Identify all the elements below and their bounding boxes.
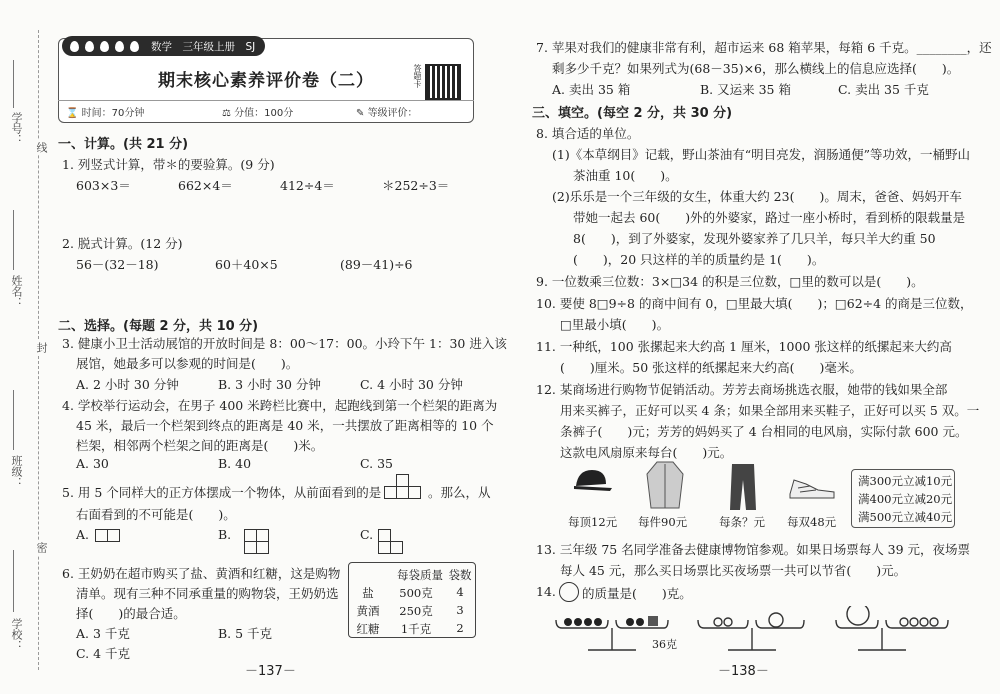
option-a-shape	[107, 529, 120, 542]
q4-line: 栏架，相邻两个栏架之间的距离是( )米。	[76, 438, 324, 453]
seal-seal-char: 封	[35, 342, 48, 353]
q13-line: 13. 三年级 75 名同学准备去健康博物馆参观。如果日场票每人 39 元，夜场票	[536, 542, 971, 557]
q5-line: 5. 用 5 个同样大的正方体摆成一个物体，从前面看到的是	[62, 485, 382, 500]
flame-icon	[85, 41, 94, 52]
q8-2-line: ( )，20 只这样的羊的质量约是 1( )。	[573, 252, 825, 267]
promo-item: 满300元立减10元	[858, 474, 953, 488]
table-row: 黄酒 250克 3	[356, 603, 464, 618]
exam-grade: ✎ 等级评价：	[356, 108, 418, 119]
q5-line: 。那么，从	[428, 485, 491, 500]
q5-option-c[interactable]: C.	[360, 527, 374, 542]
price-cap: 每顶12元	[568, 515, 618, 529]
q3-option-a[interactable]: A. 2 小时 30 分钟	[76, 377, 179, 392]
header-divider	[58, 100, 474, 101]
flame-icon	[115, 41, 124, 52]
student-id-blank[interactable]	[13, 60, 14, 108]
seal-line-char: 线	[35, 142, 48, 153]
q8-text: 8. 填合适的单位。	[536, 126, 640, 141]
qr-code-icon[interactable]	[425, 64, 461, 100]
promo-item: 满500元立减40元	[858, 510, 953, 524]
flame-icon	[70, 41, 79, 52]
q7-line: 剩多少千克？如果列式为(68－35)×6，那么横线上的信息应选择( )。	[552, 61, 960, 76]
qr-label: 答题卡	[413, 64, 422, 88]
q6-option-c[interactable]: C. 4 千克	[76, 646, 130, 661]
exam-title: 期末核心素养评价卷（二）	[158, 71, 374, 91]
promo-box	[851, 469, 955, 528]
option-c-shape	[390, 541, 403, 554]
q1-text: 1. 列竖式计算，带＊的要验算。(9 分)	[62, 157, 275, 172]
q14-num: 14.	[536, 584, 556, 599]
q14-text: 的质量是( )克。	[582, 586, 692, 601]
q8-2-line: 8( )，到了外婆家，发现外婆家养了几只羊，每只羊大约重 50	[573, 231, 936, 246]
q2-item: (89－41)÷6	[340, 257, 413, 272]
name-label: 姓名：	[10, 275, 23, 308]
promo-item: 满400元立减20元	[858, 492, 953, 506]
q6-option-a[interactable]: A. 3 千克	[76, 626, 130, 641]
q5-option-a[interactable]: A.	[76, 527, 90, 542]
binding-margin	[0, 0, 48, 694]
q8-2-line: 带她一起去 60( )外的外婆家，路过一座小桥时，看到桥的限载量是	[573, 210, 966, 225]
coat-icon	[645, 460, 685, 510]
section-calc: 一、计算。(共 21 分)	[58, 137, 189, 152]
class-blank[interactable]	[13, 390, 14, 450]
q5-line: 右面看到的不可能是( )。	[76, 507, 236, 522]
q7-option-b[interactable]: B. 又运来 35 箱	[700, 82, 791, 97]
price-shoes: 每双48元	[787, 515, 837, 529]
q8-2-line: (2)乐乐是一个三年级的女生，体重大约 23( )。周末，爸爸、妈妈开车	[552, 189, 962, 204]
pants-icon	[728, 462, 758, 512]
q8-1-line: (1)《本草纲目》记载，野山茶油有“明目亮发，润肠通便”等功效，一桶野山	[552, 147, 970, 162]
class-label: 班级：	[10, 455, 23, 488]
q7-option-a[interactable]: A. 卖出 35 箱	[552, 82, 631, 97]
q6-line: 清单。现有三种不同承重量的购物袋，王奶奶选	[76, 586, 339, 601]
q3-line: 3. 健康小卫士活动展馆的开放时间是 8：00～17：00。小玲下午 1：30 进入该	[62, 336, 507, 351]
section-choice: 二、选择。(每题 2 分，共 10 分)	[58, 319, 259, 334]
exam-score: ⚖ 分值：100分	[222, 108, 294, 119]
q12-line: 这款电风扇原来每台( )元。	[560, 445, 733, 460]
page-number-right: －138－	[718, 664, 769, 679]
q13-line: 每人 45 元，那么买日场票比买夜场票一共可以节省( )元。	[560, 563, 907, 578]
table-row: 红糖 1千克 2	[356, 621, 464, 636]
shopping-list-table	[348, 562, 476, 638]
q3-line: 展馆，她最多可以参观的时间是( )。	[76, 356, 299, 371]
q11-line: ( )厘米。50 张这样的纸摞起来大约高( )毫米。	[560, 360, 862, 375]
grade-tag-text: 数学 三年级上册 SJ	[151, 40, 256, 53]
q1-item: 662×4＝	[178, 178, 233, 193]
q3-option-b[interactable]: B. 3 小时 30 分钟	[218, 377, 321, 392]
grade-tag-bar	[62, 36, 265, 56]
school-blank[interactable]	[13, 550, 14, 612]
q9-text: 9. 一位数乘三位数：3×□34 的积是三位数，□里的数可以是( )。	[536, 274, 924, 289]
front-view-shape	[396, 474, 409, 487]
school-label: 学校：	[10, 618, 23, 651]
q4-option-b[interactable]: B. 40	[218, 456, 252, 471]
q1-item: 412÷4＝	[280, 178, 335, 193]
page-number-left: －137－	[245, 664, 296, 679]
q7-option-c[interactable]: C. 卖出 35 千克	[838, 82, 929, 97]
price-pants: 每条？元	[719, 515, 765, 529]
flame-icon	[100, 41, 109, 52]
q4-line: 4. 学校举行运动会，在男子 400 米跨栏比赛中，起跑线到第一个栏架的距离为	[62, 398, 498, 413]
q6-line: 择( )的最合适。	[76, 606, 186, 621]
balance-scales	[548, 606, 958, 658]
exam-time: ⌛ 时间：70分钟	[66, 108, 145, 119]
q6-line: 6. 王奶奶在超市购买了盐、黄酒和红糖，这是购物	[62, 566, 341, 581]
section-fill: 三、填空。(每空 2 分，共 30 分)	[532, 106, 733, 121]
option-b-shape	[256, 541, 269, 554]
q12-line: 条裤子( )元；芳芳的妈妈买了 4 台相同的电风扇，实际付款 600 元。	[560, 424, 968, 439]
table-row: 盐 500克 4	[362, 585, 464, 600]
q2-item: 60＋40×5	[215, 257, 278, 272]
seal-secret-char: 密	[35, 542, 48, 553]
student-id-label: 学号：	[10, 112, 23, 145]
shoes-icon	[788, 472, 838, 502]
q2-text: 2. 脱式计算。(12 分)	[62, 236, 183, 251]
table-header: 每袋质量	[397, 568, 443, 582]
cap-icon	[570, 466, 614, 494]
q10-line: 10. 要使 8□9÷8 的商中间有 0，□里最大填( )；□62÷4 的商是三位数，	[536, 296, 973, 311]
q3-option-c[interactable]: C. 4 小时 30 分钟	[360, 377, 463, 392]
q2-item: 56－(32－18)	[76, 257, 159, 272]
option-b-shape	[244, 541, 257, 554]
q8-1-line: 茶油重 10( )。	[573, 168, 678, 183]
q4-line: 45 米，最后一个栏架到终点的距离是 40 米，一共摆放了距离相等的 10 个	[76, 418, 494, 433]
front-view-shape	[408, 486, 421, 499]
q10-line: □里最小填( )。	[560, 317, 670, 332]
q1-item: ＊252÷3＝	[382, 178, 450, 193]
price-coat: 每件90元	[638, 515, 688, 529]
table-header: 袋数	[448, 568, 472, 582]
q12-line: 12. 某商场进行购物节促销活动。芳芳去商场挑选衣服，她带的钱如果全部	[536, 382, 948, 397]
q11-line: 11. 一种纸，100 张摞起来大约高 1 厘米，1000 张这样的纸摞起来大约高	[536, 339, 952, 354]
flame-icon	[130, 41, 139, 52]
q4-option-c[interactable]: C. 35	[360, 456, 393, 471]
q5-option-b[interactable]: B.	[218, 527, 232, 542]
q7-line: 7. 苹果对我们的健康非常有利，超市运来 68 箱苹果，每箱 6 千克。________，还	[536, 40, 992, 55]
name-blank[interactable]	[13, 210, 14, 270]
circle-icon	[559, 582, 579, 602]
weight-label: 36克	[652, 638, 677, 651]
q4-option-a[interactable]: A. 30	[76, 456, 109, 471]
q1-item: 603×3＝	[76, 178, 131, 193]
q12-line: 用来买裤子，正好可以买 4 条；如果全部用来买鞋子，正好可以买 5 双。一	[560, 403, 980, 418]
q6-option-b[interactable]: B. 5 千克	[218, 626, 273, 641]
